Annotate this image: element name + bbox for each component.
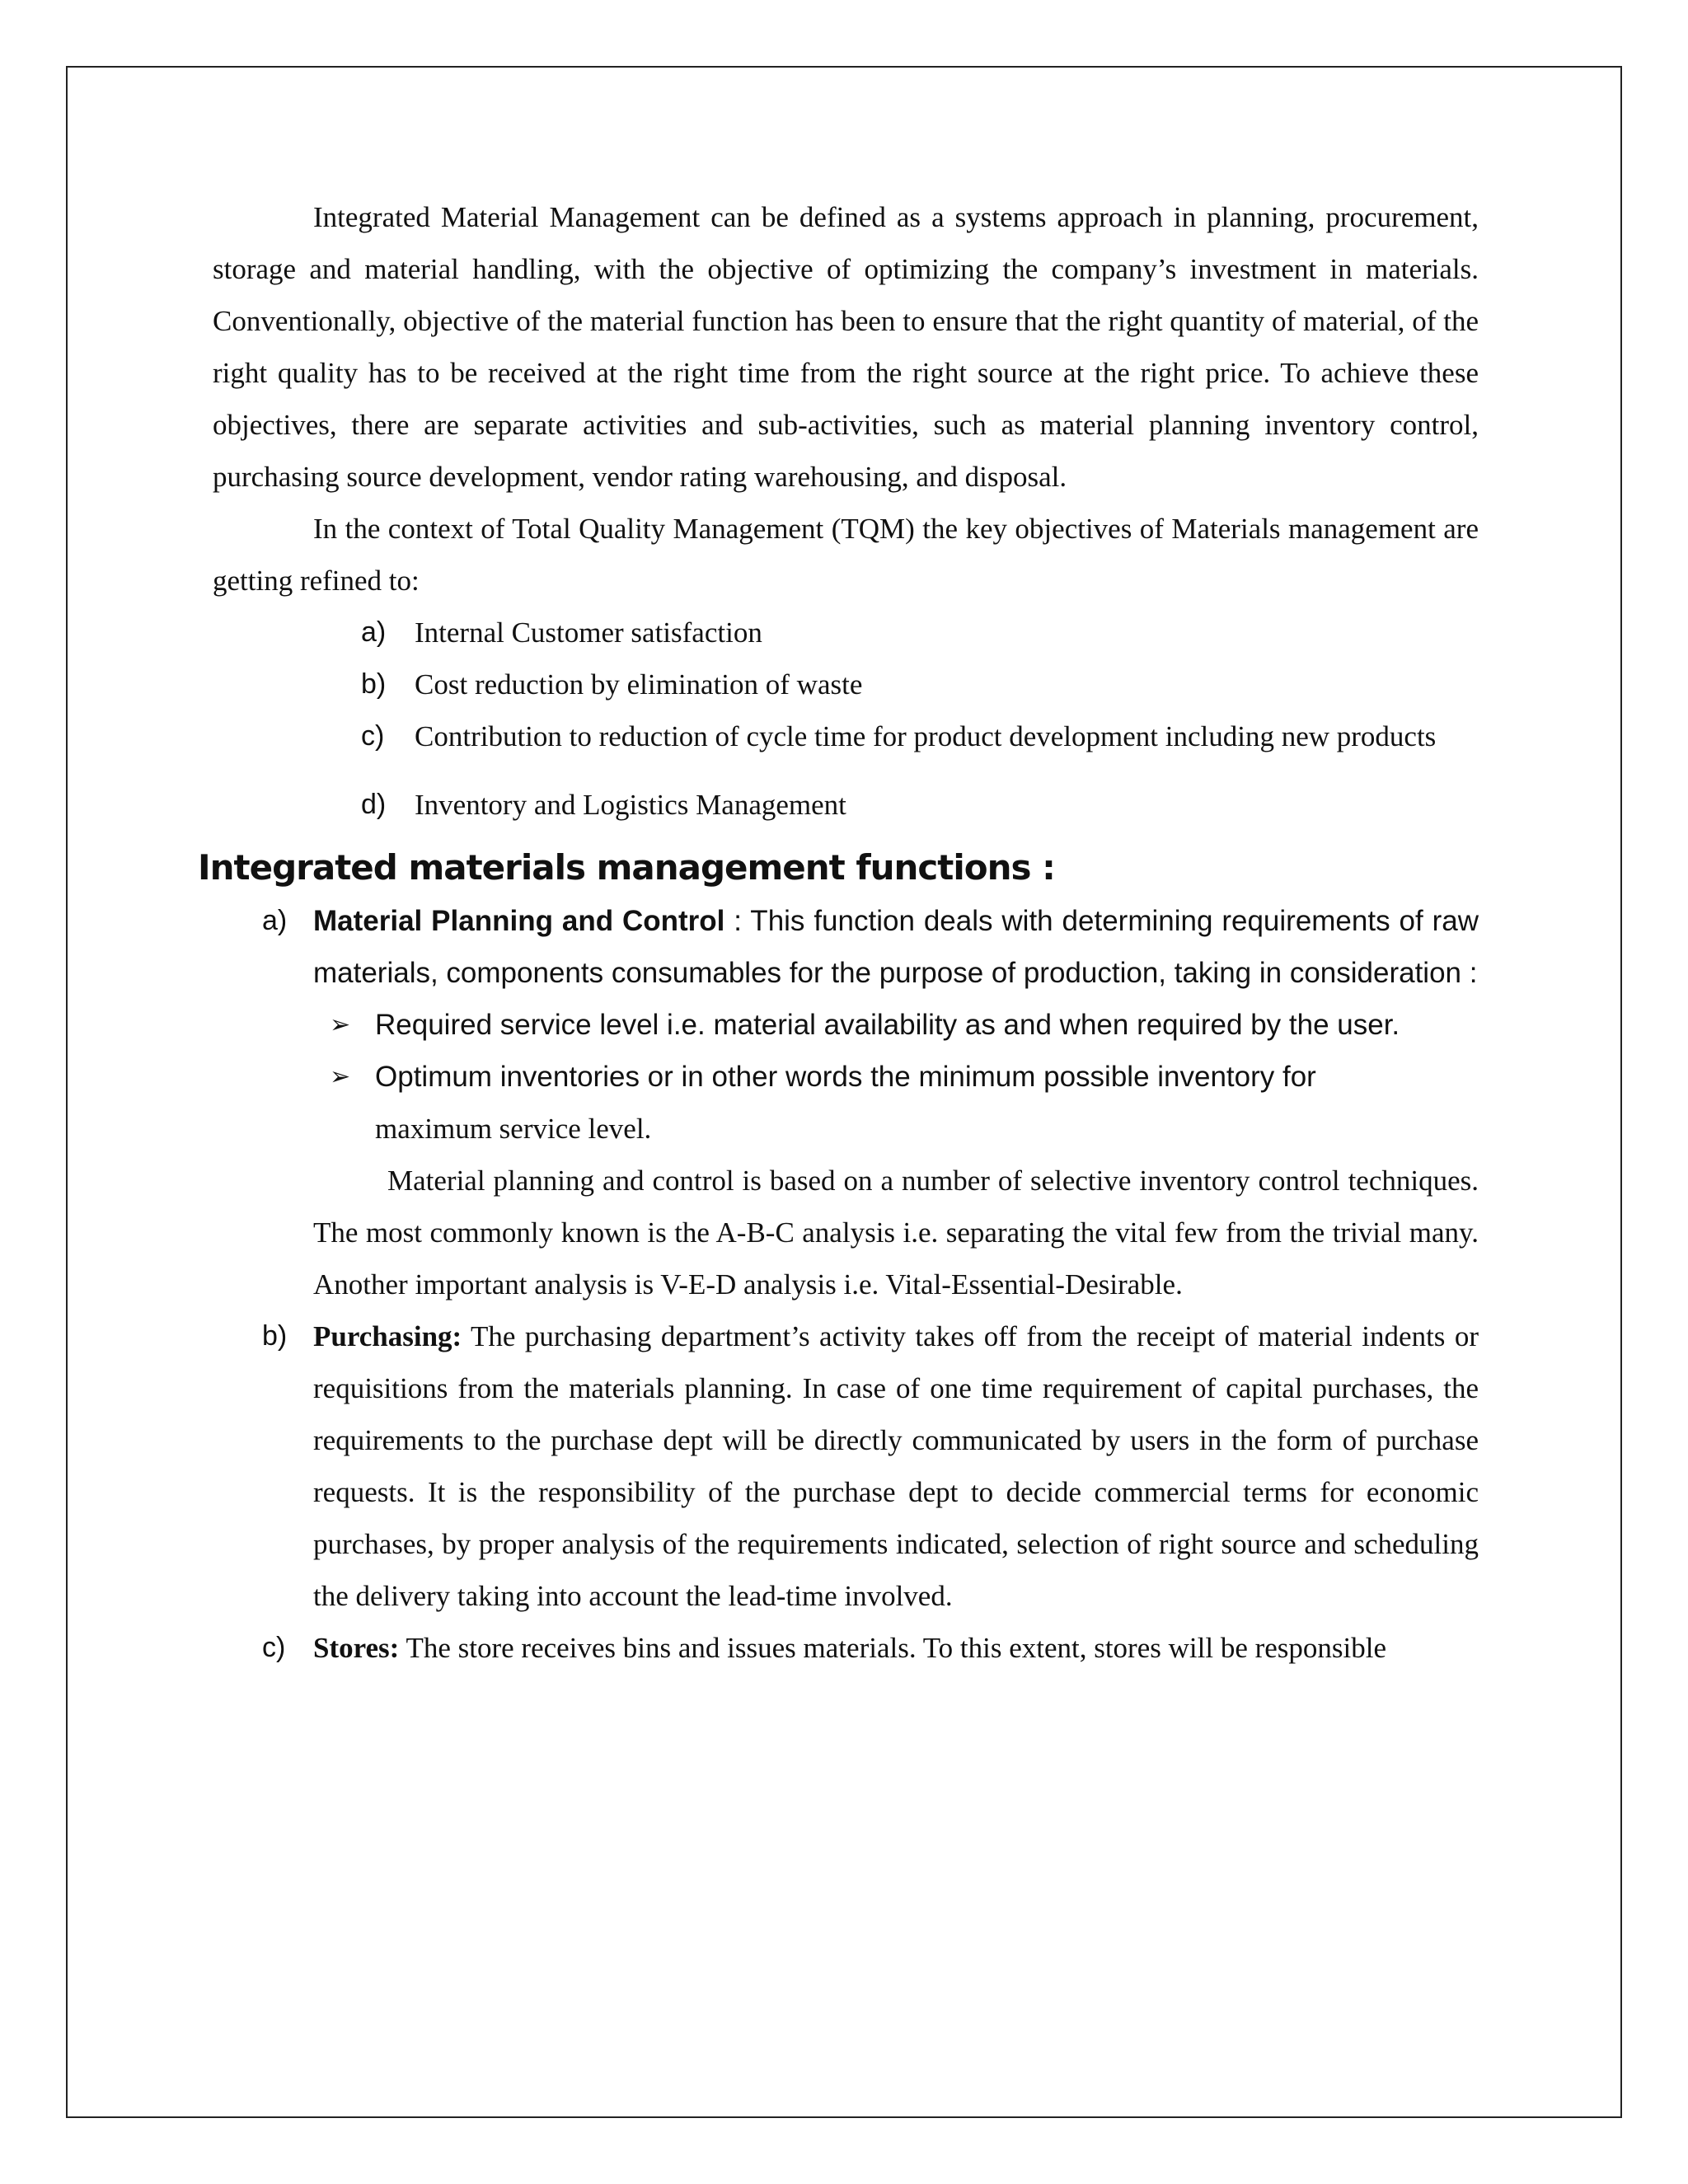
objectives-list bbox=[361, 607, 1479, 831]
bullet-text: Required service level i.e. material availability as and when required by the user. bbox=[375, 1009, 1400, 1041]
list-item-text: Internal Customer satisfaction bbox=[415, 616, 762, 649]
function-text: The store receives bins and issues materials. To this extent, stores will be responsible bbox=[399, 1632, 1387, 1664]
list-item bbox=[361, 658, 1479, 710]
section-heading: Integrated materials management functions : bbox=[198, 847, 1055, 888]
list-marker: c) bbox=[361, 720, 385, 752]
intro-paragraph: Integrated Material Management can be defined as a systems approach in planning, procurement, storage and material handling, with the objective of optimizing the company’s investment in materials. Conventionally, objective of the material function has been to ensure that the right quantity of material, of the right quality has to be received at the right time from the right source at the right price. To achieve these objectives, there are separate activities and sub-activities, such as material planning inventory control, purchasing source development, vendor rating warehousing, and disposal. bbox=[213, 201, 1479, 493]
function-title: Purchasing: bbox=[313, 1320, 462, 1352]
function-followup: Material planning and control is based on a number of selective inventory control techniques. The most commonly known is the A-B-C analysis i.e. separating the vital few from the trivial many. Another important analysis is V-E-D analysis i.e. Vital-Essential-Desirable. bbox=[313, 1165, 1479, 1301]
list-item bbox=[330, 999, 1479, 1051]
functions-list bbox=[213, 895, 1479, 1674]
list-marker: a) bbox=[361, 616, 387, 648]
function-item-material-planning bbox=[213, 895, 1479, 1310]
considerations-list bbox=[313, 999, 1479, 1155]
list-item-text: Cost reduction by elimination of waste bbox=[415, 668, 863, 701]
arrow-bullet-icon: ➢ bbox=[330, 1010, 351, 1039]
function-title: Material Planning and Control bbox=[313, 905, 725, 937]
bullet-text: Optimum inventories or in other words the minimum possible inventory for bbox=[375, 1061, 1316, 1093]
function-title: Stores: bbox=[313, 1632, 400, 1664]
function-description bbox=[313, 1622, 1479, 1674]
list-marker: a) bbox=[262, 905, 288, 936]
function-description bbox=[313, 1310, 1479, 1622]
list-item bbox=[361, 779, 1479, 831]
list-marker: b) bbox=[361, 668, 387, 700]
function-item-purchasing bbox=[213, 1310, 1479, 1622]
bullet-text-continued: maximum service level. bbox=[375, 1113, 652, 1145]
list-item-text: Inventory and Logistics Management bbox=[415, 789, 846, 821]
list-marker: b) bbox=[262, 1320, 288, 1352]
document-body bbox=[198, 191, 1479, 1674]
tqm-paragraph: In the context of Total Quality Management (TQM) the key objectives of Materials management are getting refined to: bbox=[213, 513, 1479, 597]
list-item bbox=[330, 1051, 1479, 1155]
function-item-stores bbox=[213, 1622, 1479, 1674]
list-item-text: Contribution to reduction of cycle time for product development including new products bbox=[415, 720, 1437, 752]
list-marker: c) bbox=[262, 1632, 286, 1663]
list-marker: d) bbox=[361, 789, 387, 820]
function-description bbox=[313, 895, 1479, 999]
list-item bbox=[361, 710, 1479, 762]
function-text: The purchasing department’s activity takes off from the receipt of material indents or requisitions from the materials planning. In case of one time requirement of capital purchases, the requirements to the purchase dept will be directly communicated by users in the form of purchase requests. It is the responsibility of the purchase dept to decide commercial terms for economic purchases, by proper analysis of the requirements indicated, selection of right source and scheduling the delivery taking into account the lead-time involved. bbox=[313, 1320, 1479, 1612]
arrow-bullet-icon: ➢ bbox=[330, 1062, 351, 1091]
list-item bbox=[361, 607, 1479, 658]
function-text: : This function deals with determining requirements of raw materials, components consumables for the purpose of production, taking in consideration : bbox=[313, 905, 1479, 989]
